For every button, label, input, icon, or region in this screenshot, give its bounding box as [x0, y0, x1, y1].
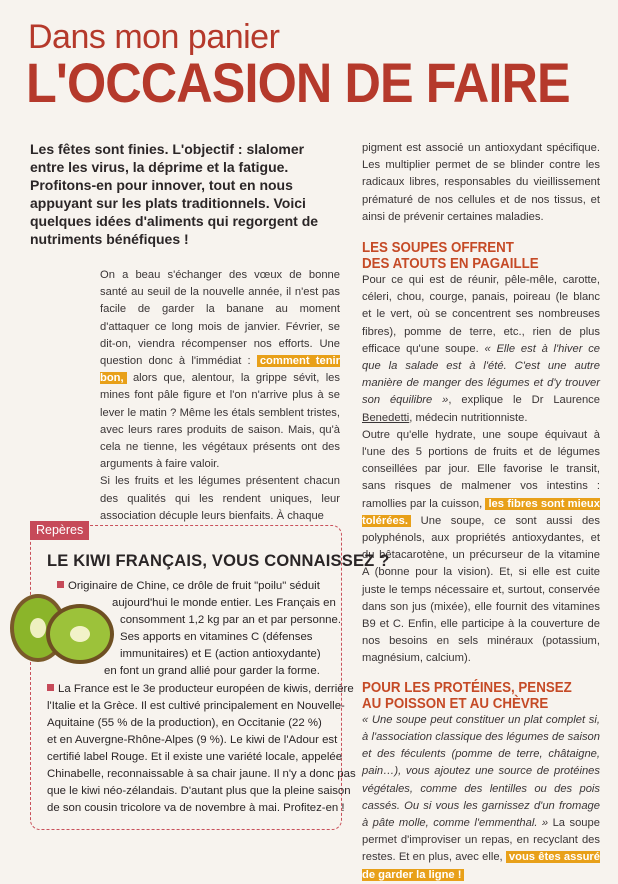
- text-line: immunitaires) et E (action antioxydante): [120, 648, 321, 660]
- text-line: l'Italie et la Grèce. Il est cultivé principalement en Nouvelle-: [47, 700, 345, 712]
- kiwi-illustration: [8, 590, 120, 668]
- paragraph: [362, 427, 600, 668]
- text-line: consomment 1,2 kg par an et par personne.: [120, 614, 341, 626]
- text-line: en font un grand allié pour garder la forme.: [104, 665, 320, 677]
- text-line: Chinabelle, reconnaissable à sa chair jaune. Il n'y a donc pas: [47, 768, 356, 780]
- text-run: , explique le Dr Laurence: [448, 394, 600, 407]
- text-line: aujourd'hui le monde entier. Les Français en: [112, 597, 336, 609]
- paragraph: [100, 267, 340, 473]
- text-line: Aquitaine (55 % de la production), en Occitanie (22 %): [47, 717, 322, 729]
- text-run: La soupe permet d'improviser un repas, en recyclant des restes. Et en plus, avec elle,: [362, 816, 600, 864]
- text-run: Une soupe, ce sont aussi des polyphénols, aux propriétés antioxydantes, et du bêtacarotène, un précurseur de la vitamine A (bonne pour la vision). Et, si elle est cuite juste le temps nécessaire et, surtout, conservée dans son jus (mixée), elle fournit des vitamines B9 et C. Enfin, elle participe à la couverture de nos besoins en sels minéraux (potassium, magnésium, calcium).: [362, 514, 600, 665]
- subheading: [362, 240, 581, 272]
- highlight: comment tenir bon,: [100, 355, 340, 385]
- text-run: alors que, alentour, la grippe sévit, les mines font pâle figure et l'on n'arrive plus à se lever le matin ? Même les étals semblent tristes, avec leurs rares produits de saison. Mais, qu'à cela ne tienne, les végétaux présents ont des arguments à faire valoir.: [100, 372, 340, 471]
- paragraph: pigment est associé un antioxydant spécifique. Les multiplier permet de se blinder contre les radicaux libres, responsables du vieillissement prématuré de nos cellules et de nos tissus, et ainsi de prévenir certaines maladies.: [362, 142, 600, 223]
- box-title: LE KIWI FRANÇAIS, VOUS CONNAISSEZ ?: [47, 552, 390, 570]
- text-line: certifié label Rouge. Et il existe une variété locale, appelée: [47, 751, 343, 763]
- paragraph: [362, 272, 600, 427]
- highlight: les fibres sont mieux tolérées.: [362, 497, 600, 527]
- text-line: et en Auvergne-Rhône-Alpes (9 %). Le kiwi de l'Adour est: [47, 734, 338, 746]
- quote: « Elle est à l'hiver ce que la salade est à l'été. C'est une autre manière de manger des légumes et d'y trouver son équilibre »: [362, 342, 601, 407]
- highlight: vous êtes assuré de garder la ligne !: [362, 851, 600, 881]
- subheading-line: DES ATOUTS EN PAGAILLE: [362, 256, 539, 273]
- column-left: [100, 267, 340, 525]
- intro-lead: Les fêtes sont finies. L'objectif : slalomer entre les virus, la déprime et la fatigue. Profitons-en pour innover, tout en nous appuyant sur les plats traditionnels. Voici quelques idées d'aliments qui regorgent de nutriments bénéfiques !: [30, 141, 319, 247]
- subheading: [362, 680, 581, 712]
- text-run: La France est le 3e producteur européen de kiwis, derrière: [58, 683, 354, 695]
- subheading-line: LES SOUPES OFFRENT: [362, 240, 514, 257]
- text-run: , médecin nutritionniste.: [409, 411, 528, 424]
- bullet-square-icon: [57, 581, 64, 588]
- text-run: Originaire de Chine, ce drôle de fruit "poilu" séduit: [68, 580, 320, 592]
- text-line: [57, 578, 320, 595]
- text-run: Pour ce qui est de réunir, pêle-mêle, carotte, céleri, chou, courge, panais, poireau (le blanc et le vert, où se concentrent ses nombreuses fibres), pomme de terre, etc., rien de plus efficace qu'une soupe.: [362, 274, 600, 355]
- text-run: Outre qu'elle hydrate, une soupe équivaut à l'une des 5 portions de fruits et de légumes conseillées par jour. Elle favorise le transit, sans risques de malmener vos intestins : ramollies par la cuisson,: [362, 428, 600, 510]
- column-right: [362, 140, 600, 884]
- person-name: Benedetti: [362, 411, 410, 424]
- text-line: de son cousin tricolore va de novembre à mai. Profitez-en !: [47, 802, 345, 814]
- subheading-line: POUR LES PROTÉINES, PENSEZ: [362, 679, 572, 696]
- page-title: L'OCCASION DE FAIRE: [26, 51, 570, 114]
- subheading-line: AU POISSON ET AU CHÈVRE: [362, 695, 549, 712]
- text-run: On a beau s'échanger des vœux de bonne santé au seuil de la nouvelle année, il n'est pas facile de garder la banane au moment d'attaquer ce long mois de janvier. Février, se dit-on, viendra récompenser nos efforts. Une question donc à l'immédiat :: [100, 269, 340, 368]
- bullet-square-icon: [47, 684, 54, 691]
- text-line: [47, 681, 354, 698]
- reperes-tag: Repères: [30, 521, 89, 540]
- paragraph: [362, 712, 600, 884]
- kicker: Dans mon panier: [28, 18, 280, 56]
- paragraph: Si les fruits et les légumes présentent chacun des qualités qui les rendent uniques, leur association décuple leurs bienfaits. À chaque: [100, 475, 340, 522]
- text-line: Ses apports en vitamines C (défenses: [120, 631, 313, 643]
- text-line: que le kiwi néo-zélandais. D'autant plus que la pleine saison: [47, 785, 351, 797]
- quote: « Une soupe peut constituer un plat complet si, à l'association classique des légumes de saison et des féculents (pomme de terre, châtaigne, pain…), vous ajoutez une source de protéines végétales, comme des lentilles ou des pois cassés. Ou si vous les garnissez d'un fromage à pâte molle, comme l'emmenthal. »: [362, 713, 600, 829]
